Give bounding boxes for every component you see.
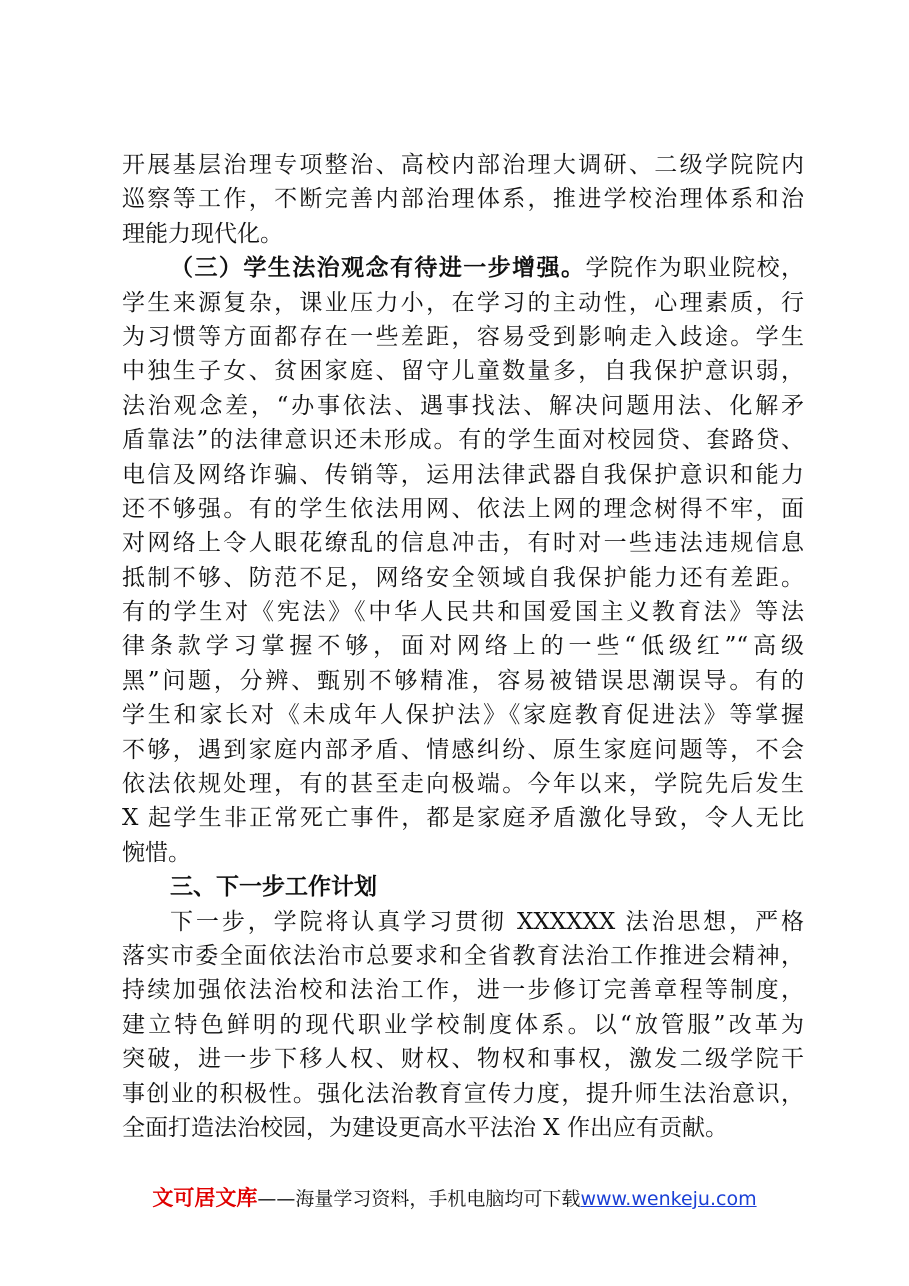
- text-line: 为习惯等方面都存在一些差距，容易受到影响走入歧途。学生: [122, 323, 804, 350]
- text-line: 不够，遇到家庭内部矛盾、情感纠纷、原生家庭问题等，不会: [122, 736, 804, 763]
- text-line: 持续加强依法治校和法治工作，进一步修订完善章程等制度，: [122, 977, 804, 1004]
- text-line: 学生和家长对《未成年人保护法》《家庭教育促进法》等掌握: [122, 702, 804, 729]
- text-line: 对网络上令人眼花缭乱的信息冲击，有时对一些违法违规信息: [122, 530, 804, 557]
- text-line: 巡察等工作，不断完善内部治理体系，推进学校治理体系和治: [122, 186, 804, 213]
- text-line: 下一步，学院将认真学习贯彻 XXXXXX 法治思想，严格: [170, 908, 804, 935]
- text-line: 黑”问题，分辨、甄别不够精准，容易被错误思潮误导。有的: [122, 667, 804, 694]
- paragraph-continuation: [122, 148, 804, 251]
- text-line: 还不够强。有的学生依法用网、依法上网的理念树得不牢，面: [122, 495, 804, 522]
- text-line: 事创业的积极性。强化法治教育宣传力度，提升师生法治意识，: [122, 1080, 804, 1107]
- text-line: 电信及网络诈骗、传销等，运用法律武器自我保护意识和能力: [122, 461, 804, 488]
- text-line: 开展基层治理专项整治、高校内部治理大调研、二级学院院内: [122, 152, 804, 178]
- text-line: 建立特色鲜明的现代职业学校制度体系。以“放管服”改革为: [122, 1011, 804, 1038]
- paragraph-student-rule-of-law: [122, 251, 804, 870]
- text-line: 律条款学习掌握不够，面对网络上的一些“低级红”“高级: [122, 633, 804, 660]
- section-heading: 三、下一步工作计划: [170, 874, 377, 901]
- text-line: 学生来源复杂，课业压力小，在学习的主动性，心理素质，行: [122, 289, 804, 316]
- text-line: 有的学生对《宪法》《中华人民共和国爱国主义教育法》等法: [122, 599, 804, 626]
- footer-banner: [0, 1182, 909, 1212]
- text-line: 依法依规处理，有的甚至走向极端。今年以来，学院先后发生: [122, 771, 804, 798]
- text-line: 全面打造法治校园，为建设更高水平法治 X 作出应有贡献。: [122, 1114, 728, 1141]
- footer-website-link[interactable]: www.wenkeju.com: [580, 1188, 757, 1210]
- text-line: 理能力现代化。: [122, 220, 283, 247]
- footer-brand: 文可居文库: [152, 1186, 258, 1210]
- section-subheading: （三）学生法治观念有待进一步增强。: [170, 255, 586, 282]
- document-body: [122, 148, 804, 1145]
- text-line: 抵制不够、防范不足，网络安全领域自我保护能力还有差距。: [122, 564, 804, 591]
- text-line: 落实市委全面依法治市总要求和全省教育法治工作推进会精神，: [122, 942, 804, 969]
- text-line: 中独生子女、贫困家庭、留守儿童数量多，自我保护意识弱，: [122, 358, 804, 385]
- text-line: [122, 251, 804, 285]
- text-line: 惋惜。: [122, 839, 191, 866]
- text-line: 盾靠法”的法律意识还未形成。有的学生面对校园贷、套路贷、: [122, 427, 804, 454]
- paragraph-next-steps: [122, 905, 804, 1146]
- text-line-remainder: 学院作为职业院校，: [585, 255, 805, 282]
- text-line: 法治观念差，“办事依法、遇事找法、解决问题用法、化解矛: [122, 392, 804, 419]
- text-line: 突破，进一步下移人权、财权、物权和事权，激发二级学院干: [122, 1046, 804, 1073]
- footer-slogan: ——海量学习资料，手机电脑均可下载: [257, 1188, 581, 1210]
- text-line: X 起学生非正常死亡事件，都是家庭矛盾激化导致，令人无比: [122, 805, 804, 832]
